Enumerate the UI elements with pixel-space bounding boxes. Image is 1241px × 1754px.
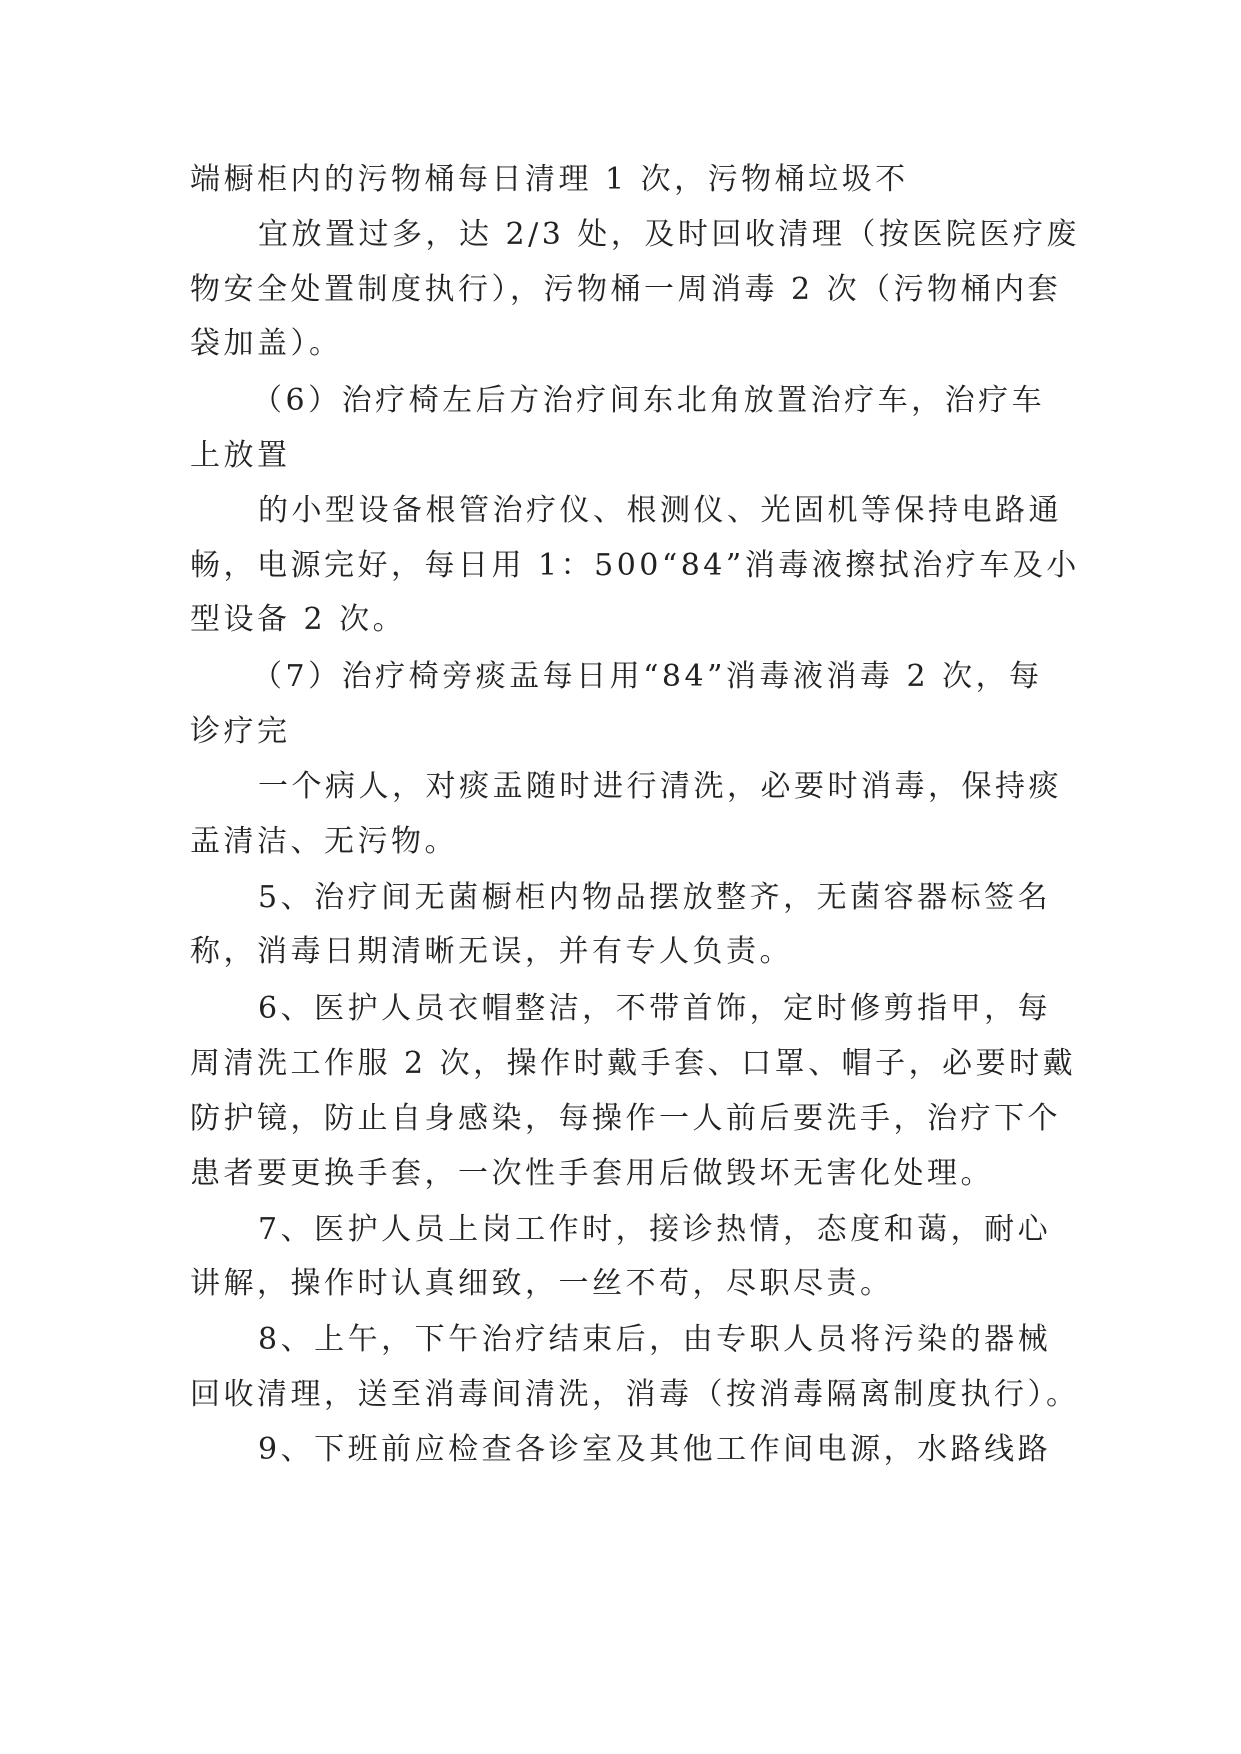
text-line: 一个病人，对痰盂随时进行清洗，必要时消毒，保持痰 — [258, 769, 1062, 804]
text-line: 防护镜，防止自身感染，每操作一人前后要洗手，治疗下个 — [190, 1101, 1061, 1136]
text-line: 型设备 2 次。 — [190, 602, 407, 637]
text-line: 诊疗完 — [190, 714, 291, 749]
text-line: 袋加盖）。 — [190, 326, 343, 361]
text-line: 患者要更换手套，一次性手套用后做毁坏无害化处理。 — [190, 1156, 994, 1191]
text-line: 6、医护人员衣帽整洁，不带首饰，定时修剪指甲，每 — [258, 991, 1052, 1026]
text-line: 讲解，操作时认真细致，一丝不苟，尽职尽责。 — [190, 1266, 894, 1301]
text-line: 9、下班前应检查各诊室及其他工作间电源，水路线路 — [258, 1432, 1052, 1467]
text-line: 物安全处置制度执行），污物桶一周消毒 2 次（污物桶内套 — [190, 272, 1062, 307]
text-line: 5、治疗间无菌橱柜内物品摆放整齐，无菌容器标签名 — [258, 880, 1052, 915]
text-line: 7、医护人员上岗工作时，接诊热情，态度和蔼，耐心 — [258, 1212, 1052, 1247]
text-line: 宜放置过多，达 2/3 处，及时回收清理（按医院医疗废 — [258, 217, 1080, 252]
text-line: 8、上午，下午治疗结束后，由专职人员将污染的器械 — [258, 1322, 1052, 1357]
text-line: （6）治疗椅左后方治疗间东北角放置治疗车，治疗车 — [252, 383, 1046, 418]
text-line: 回收清理，送至消毒间清洗，消毒（按消毒隔离制度执行）。 — [190, 1377, 1080, 1412]
text-line: 端橱柜内的污物桶每日清理 1 次，污物桶垃圾不 — [190, 162, 909, 197]
text-line: 畅，电源完好，每日用 1：500“84”消毒液擦拭治疗车及小 — [190, 548, 1080, 583]
text-line: 盂清洁、无污物。 — [190, 824, 458, 859]
text-line: 的小型设备根管治疗仪、根测仪、光固机等保持电路通 — [258, 493, 1062, 528]
text-line: （7）治疗椅旁痰盂每日用“84”消毒液消毒 2 次，每 — [252, 659, 1043, 694]
text-line: 周清洗工作服 2 次，操作时戴手套、口罩、帽子，必要时戴 — [190, 1046, 1077, 1081]
text-line: 称，消毒日期清晰无误，并有专人负责。 — [190, 934, 793, 969]
text-line: 上放置 — [190, 438, 291, 473]
